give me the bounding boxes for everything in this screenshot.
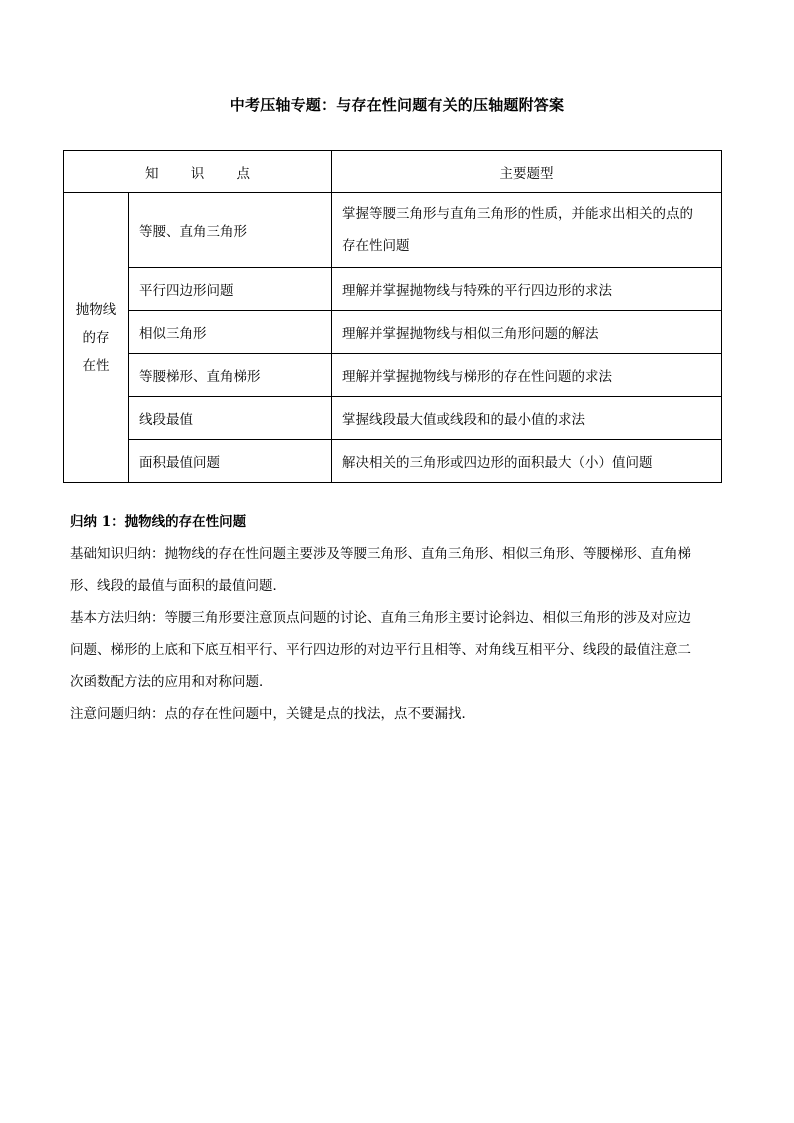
summary-section — [70, 506, 730, 730]
attention-paragraph: 注意问题归纳：点的存在性问题中，关键是点的找法，点不要漏找． — [70, 706, 475, 722]
description-cell: 理解并掌握抛物线与相似三角形问题的解法 — [332, 311, 722, 354]
page-title: 中考压轴专题：与存在性问题有关的压轴题附答案 — [229, 96, 565, 114]
paragraph-line: 次函数配方法的应用和对称问题． — [70, 674, 273, 690]
knowledge-table — [63, 150, 722, 483]
topic-cell: 相似三角形 — [129, 311, 332, 354]
table-row — [64, 311, 722, 354]
table-row — [64, 354, 722, 397]
table-row — [64, 193, 722, 268]
description-cell — [332, 193, 722, 268]
table-row — [64, 440, 722, 483]
description-cell: 理解并掌握抛物线与特殊的平行四边形的求法 — [332, 268, 722, 311]
basic-method-paragraph — [70, 602, 730, 698]
header-main-types: 主要题型 — [332, 151, 722, 193]
table-header-row — [64, 151, 722, 193]
category-line: 在性 — [82, 357, 110, 374]
topic-cell: 面积最值问题 — [129, 440, 332, 483]
description-line: 存在性问题 — [342, 238, 410, 254]
header-knowledge-point: 知 识 点 — [64, 151, 332, 193]
paragraph-line: 问题、梯形的上底和下底互相平行、平行四边形的对边平行且相等、对角线互相平分、线段的最值注意二 — [70, 642, 691, 658]
description-cell: 理解并掌握抛物线与梯形的存在性问题的求法 — [332, 354, 722, 397]
topic-cell: 平行四边形问题 — [129, 268, 332, 311]
topic-cell: 等腰梯形、直角梯形 — [129, 354, 332, 397]
table-row — [64, 268, 722, 311]
category-cell — [64, 193, 129, 483]
topic-cell: 等腰、直角三角形 — [129, 193, 332, 268]
category-line: 的存 — [82, 329, 110, 346]
category-line: 抛物线 — [75, 301, 117, 318]
basic-knowledge-paragraph — [70, 538, 730, 602]
paragraph-line: 基本方法归纳：等腰三角形要注意顶点问题的讨论、直角三角形主要讨论斜边、相似三角形的涉及对应边 — [70, 610, 691, 626]
description-cell: 解决相关的三角形或四边形的面积最大（小）值问题 — [332, 440, 722, 483]
table-row — [64, 397, 722, 440]
description-line: 掌握等腰三角形与直角三角形的性质，并能求出相关的点的 — [342, 206, 693, 222]
paragraph-line: 基础知识归纳：抛物线的存在性问题主要涉及等腰三角形、直角三角形、相似三角形、等腰梯形、直角梯 — [70, 546, 691, 562]
topic-cell: 线段最值 — [129, 397, 332, 440]
section-heading: 归纳 1：抛物线的存在性问题 — [70, 514, 247, 530]
description-cell: 掌握线段最大值或线段和的最小值的求法 — [332, 397, 722, 440]
paragraph-line: 形、线段的最值与面积的最值问题． — [70, 578, 286, 594]
